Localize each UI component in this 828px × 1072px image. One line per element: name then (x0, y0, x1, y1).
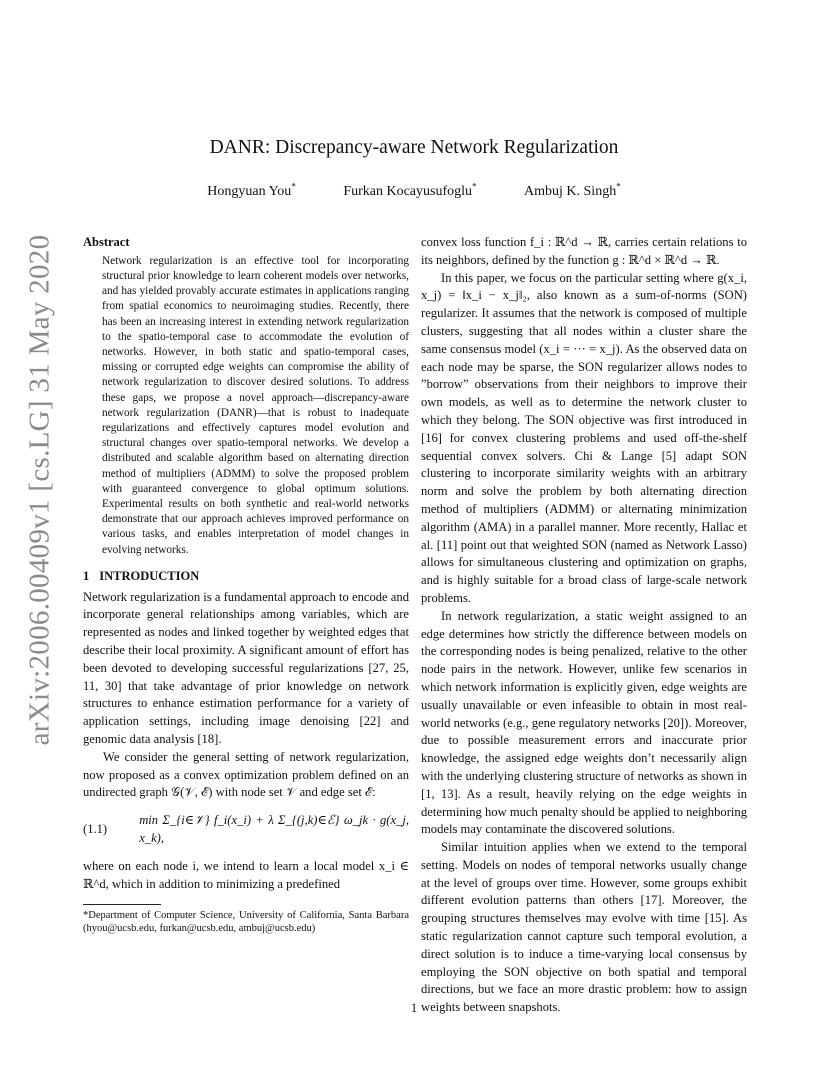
footnote-rule (83, 904, 161, 905)
author-list (0, 181, 828, 200)
author-1: Hongyuan You* (207, 181, 296, 199)
arxiv-sidebar (22, 234, 58, 746)
arxiv-id: arXiv:2006.00409v1 [cs.LG] 31 May 2020 (23, 234, 56, 746)
right-paragraph-1: In this paper, we focus on the particular setting where g(x_i, x_j) = ‖x_i − x_j‖₂, also known as a sum-of-norms (SON) regularizer. It assumes that the network is composed of multiple clusters, suggesting that all nodes within a cluster share the same consensus model (x_i = ··· = x_j). As the observed data on each node may be sparse, the SON regularizer allows nodes to ”borrow” observations from their neighbors to improve their own models, as well as to determine the network cluster to which they belong. The SON objective was first introduced in [16] for convex clustering problems and used off-the-shelf sequential convex solvers. Chi & Lange [5] adapt SON clustering to incorporate similarity weights with an arbitrary norm and solve the problem by both alternating direction method of multipliers (ADMM) or alternating minimization algorithm (AMA) in a parallel manner. More recently, Hallac et al. [11] point out that weighted SON (named as Network Lasso) allows for simultaneous clustering and optimization on graphs, and is highly suitable for a broad class of large-scale network problems. (421, 270, 747, 605)
abstract-body: Network regularization is an effective tool for incorporating structural prior knowledge to learn coherent models over networks, and has yielded provably accurate estimates in applications ranging from spatial economics to neuroimaging studies. Recently, there has been an increasing interest in extending network regularization to the spatio-temporal case to accommodate the evolution of networks. However, in both static and spatio-temporal cases, missing or corrupted edge weights can compromise the ability of network regularization to discover desired solutions. To address these gaps, we propose a novel approach—discrepancy-aware network regularization (DANR)—that is robust to inadequate regularizations and effectively captures model evolution and structural changes over spatio-temporal networks. We develop a distributed and scalable algorithm based on alternating direction method of multipliers (ADMM) to solve the proposed problem with guaranteed convergence to global optimum solutions. Experimental results on both synthetic and real-world networks demonstrate that our approach achieves improved performance on various tasks, and enables interpretation of model changes in evolving networks. (102, 254, 409, 556)
author-2: Furkan Kocayusufoglu* (343, 181, 477, 199)
intro-paragraph-2: We consider the general setting of network regularization, now proposed as a convex optimization problem defined on an undirected graph 𝒢(𝒱, ℰ) with node set 𝒱 and edge set ℰ: (83, 749, 409, 800)
paper-title: DANR: Discrepancy-aware Network Regularization (209, 137, 619, 158)
author-3: Ambuj K. Singh* (524, 181, 621, 199)
right-paragraph-0: convex loss function f_i : ℝ^d → ℝ, carries certain relations to its neighbors, defined by the function g : ℝ^d × ℝ^d → ℝ. (421, 235, 747, 267)
equation-label: (1.1) (83, 822, 108, 837)
page-number: 1 (410, 1000, 418, 1015)
right-column (421, 234, 747, 1017)
right-paragraph-3: Similar intuition applies when we extend to the temporal setting. Models on nodes of temporal networks usually change at the level of groups over time. However, some groups exhibit different evolution patterns than others [17]. Moreover, the grouping structures themselves may evolve with time [15]. As static regularization cannot capture such temporal evolution, a direct solution is to induce a time-varying local consensus by employing the SON objective on both spatial and temporal directions, but we face an more drastic problem: how to assign weights between snapshots. (421, 840, 747, 1015)
intro-paragraph-3: where on each node i, we intend to learn a local model x_i ∈ ℝ^d, which in addition to minimizing a predefined (83, 859, 409, 892)
intro-paragraph-1: Network regularization is a fundamental approach to encode and incorporate general relationships among variables, which are represented as nodes and linked together by weighted edges that describe their local proximity. A significant amount of effort has been devoted to developing successful regularizations [27, 25, 11, 30] that take advantage of prior knowledge on network structures to enhance estimation performance for a variety of application settings, including image denoising [22] and genomic data analysis [18]. (83, 589, 409, 747)
abstract-heading: Abstract (83, 235, 130, 249)
equation-formula: min Σ_{i∈𝒱} f_i(x_i) + λ Σ_{(j,k)∈ℰ} ω_jk · g(x_j, x_k), (139, 813, 409, 846)
footnote: *Department of Computer Science, University of California, Santa Barbara (hyou@ucsb.edu, furkan@ucsb.edu, ambuj@ucsb.edu) (83, 909, 409, 934)
equation-1-1 (83, 810, 409, 850)
right-paragraph-2: In network regularization, a static weight assigned to an edge determines how strictly the difference between models on the corresponding nodes is being penalized, relative to the other node pairs in the network. However, unlike few scenarios in which network information is explicitly given, edge weights are usually unavailable or even infeasible to obtain in most real-world networks (e.g., gene regulatory networks [20]). Moreover, due to possible measurement errors and inaccurate prior knowledge, the assigned edge weights don’t necessarily align with the underlying clustering structure of networks as shown in [1, 13]. As a result, heavily relying on the edge weights in determining how much penalty should be applied to neighboring models may contaminate the discovered solutions. (421, 608, 747, 837)
section-heading: 1 INTRODUCTION (83, 568, 200, 583)
left-column (83, 234, 409, 935)
